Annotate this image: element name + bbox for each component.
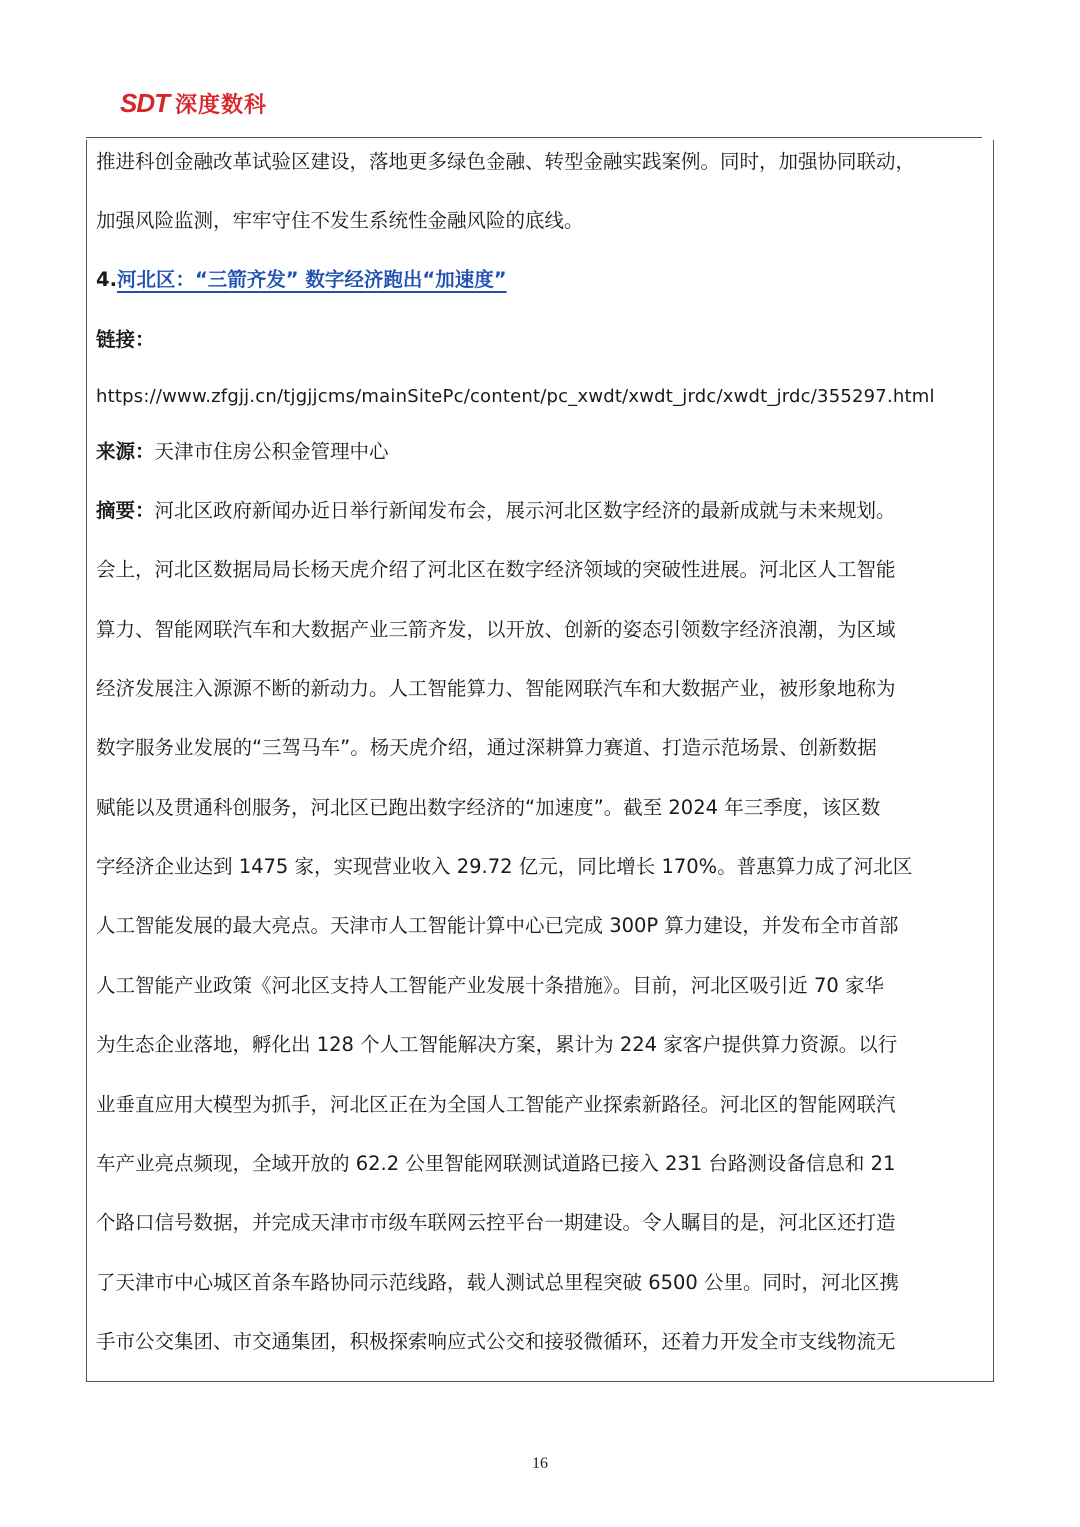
company-logo xyxy=(120,88,267,119)
logo-sdt-text: SDT xyxy=(120,88,169,118)
summary-line: 个路口信号数据，并完成天津市市级车联网云控平台一期建设。令人瞩目的是，河北区还打造 xyxy=(96,1211,896,1234)
summary-line: 字经济企业达到 1475 家，实现营业收入 29.72 亿元，同比增长 170%。普惠算力成了河北区 xyxy=(96,855,913,878)
summary-line: 车产业亮点频现，全域开放的 62.2 公里智能网联测试道路已接入 231 台路测设备信息和 21 xyxy=(96,1152,896,1175)
article-title xyxy=(96,266,986,294)
summary-line: 数字服务业发展的“三驾马车”。杨天虎介绍，通过深耕算力赛道、打造示范场景、创新数据 xyxy=(96,736,877,759)
summary-first-line xyxy=(96,497,986,525)
summary-line: 业垂直应用大模型为抓手，河北区正在为全国人工智能产业探索新路径。河北区的智能网联汽 xyxy=(96,1093,896,1116)
summary-label: 摘要： xyxy=(96,499,155,522)
summary-line: 算力、智能网联汽车和大数据产业三箭齐发，以开放、创新的姿态引领数字经济浪潮，为区域 xyxy=(96,618,896,641)
summary-line: 赋能以及贯通科创服务，河北区已跑出数字经济的“加速度”。截至 2024 年三季度，该区数 xyxy=(96,796,881,819)
summary-line: 人工智能产业政策《河北区支持人工智能产业发展十条措施》。目前，河北区吸引近 70 家华 xyxy=(96,974,884,997)
link-url[interactable]: https://www.zfgjj.cn/tjgjjcms/mainSitePc/content/pc_xwdt/xwdt_jrdc/xwdt_jrdc/355297.html xyxy=(96,386,935,407)
summary-line: 经济发展注入源源不断的新动力。人工智能算力、智能网联汽车和大数据产业，被形象地称为 xyxy=(96,677,896,700)
summary-line: 为生态企业落地，孵化出 128 个人工智能解决方案，累计为 224 家客户提供算力资源。以行 xyxy=(96,1033,898,1056)
summary-line: 人工智能发展的最大亮点。天津市人工智能计算中心已完成 300P 算力建设，并发布全市首部 xyxy=(96,914,899,937)
article-number: 4. xyxy=(96,268,117,291)
source-line xyxy=(96,438,986,466)
summary-line: 了天津市中心城区首条车路协同示范线路，载人测试总里程突破 6500 公里。同时，河北区携 xyxy=(96,1271,900,1294)
summary-line: 会上，河北区数据局局长杨天虎介绍了河北区在数字经济领域的突破性进展。河北区人工智能 xyxy=(96,558,896,581)
header-rule xyxy=(86,137,982,138)
source-label: 来源： xyxy=(96,440,155,463)
intro-line-2: 加强风险监测，牢牢守住不发生系统性金融风险的底线。 xyxy=(96,209,584,232)
link-label: 链接： xyxy=(96,328,155,351)
logo-cn-text: 深度数科 xyxy=(175,93,268,118)
summary-line: 手市公交集团、市交通集团，积极探索响应式公交和接驳微循环，还着力开发全市支线物流无 xyxy=(96,1330,896,1353)
source-value: 天津市住房公积金管理中心 xyxy=(154,440,389,463)
page-number: 16 xyxy=(532,1455,548,1472)
article-title-link[interactable]: 河北区：“三箭齐发” 数字经济跑出“加速度” xyxy=(116,268,507,291)
summary-first-text: 河北区政府新闻办近日举行新闻发布会，展示河北区数字经济的最新成就与未来规划。 xyxy=(154,499,896,522)
intro-line-1: 推进科创金融改革试验区建设，落地更多绿色金融、转型金融实践案例。同时，加强协同联动， xyxy=(96,150,916,173)
